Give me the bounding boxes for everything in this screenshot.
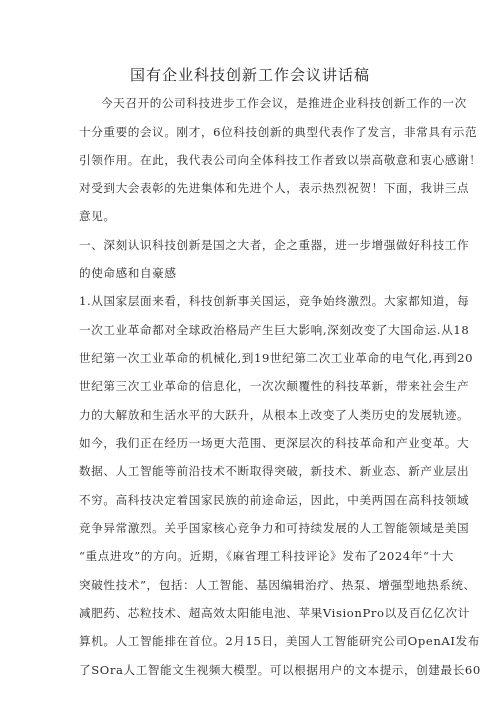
paragraph-line: 引领作用。在此，我代表公司向全体科技工作者致以崇高敬意和衷心感谢！	[79, 153, 482, 167]
paragraph-line: 世纪第三次工业革命的信息化，一次次颠覆性的科技革新，带来社会生产	[79, 379, 470, 393]
paragraph-line: 一次工业革命都对全球政治格局产生巨大影响,深刻改变了大国命运.从18	[79, 323, 470, 337]
paragraph-line: 算机。人工智能排在首位。2月15日，美国人工智能研究公司OpenAI发布	[79, 634, 480, 648]
paragraph-line: 世纪第一次工业革命的机械化,到19世纪第二次工业革命的电气化,再到20	[79, 351, 474, 365]
section-heading-line: 的使命感和自豪感	[79, 266, 177, 280]
paragraph-line: 不穷。高科技决定着国家民族的前途命运，因此，中美两国在高科技领域	[79, 493, 470, 507]
paragraph-line: 如今，我们正在经历一场更大范围、更深层次的科技革命和产业变革。大	[79, 436, 470, 450]
paragraph-line: 力的大解放和生活水平的大跃升，从根本上改变了人类历史的发展轨迹。	[79, 408, 470, 422]
paragraph-line: 突破性技术”，包括：人工智能、基因编辑治疗、热泵、增强型地热系统、	[79, 578, 476, 592]
paragraph-line: 今天召开的公司科技进步工作会议，是推进企业科技创新工作的一次	[101, 96, 467, 110]
paragraph-line: 1.从国家层面来看，科技创新事关国运，竞争始终激烈。大家都知道，每	[79, 294, 470, 308]
paragraph-line: “重点进攻”的方向。近期，《麻省理工科技评论》发布了2024年“十大	[79, 549, 454, 563]
paragraph-line: 十分重要的会议。刚才，6位科技创新的典型代表作了发言，非常具有示范	[79, 125, 478, 139]
paragraph-line: 对受到大会表彰的先进集体和先进个人，表示热烈祝贺！下面，我讲三点	[79, 181, 470, 195]
section-heading-line: 一、深刻认识科技创新是国之大者，企之重器，进一步增强做好科技工作	[79, 238, 470, 252]
paragraph-line: 竞争异常激烈。关乎国家核心竞争力和可持续发展的人工智能领域是美国	[79, 521, 470, 535]
paragraph-line: 减肥药、芯粒技术、超高效太阳能电池、苹果VisionPro以及百亿亿次计	[79, 606, 470, 620]
paragraph-line: 数据、人工智能等前沿技术不断取得突破，新技术、新业态、新产业层出	[79, 464, 470, 478]
paragraph-line: 意见。	[79, 209, 116, 223]
paragraph-line: 了SOra人工智能文生视频大模型。可以根据用户的文本提示，创建最长60	[79, 663, 481, 677]
document-title: 国有企业科技创新工作会议讲话稿	[129, 66, 370, 84]
